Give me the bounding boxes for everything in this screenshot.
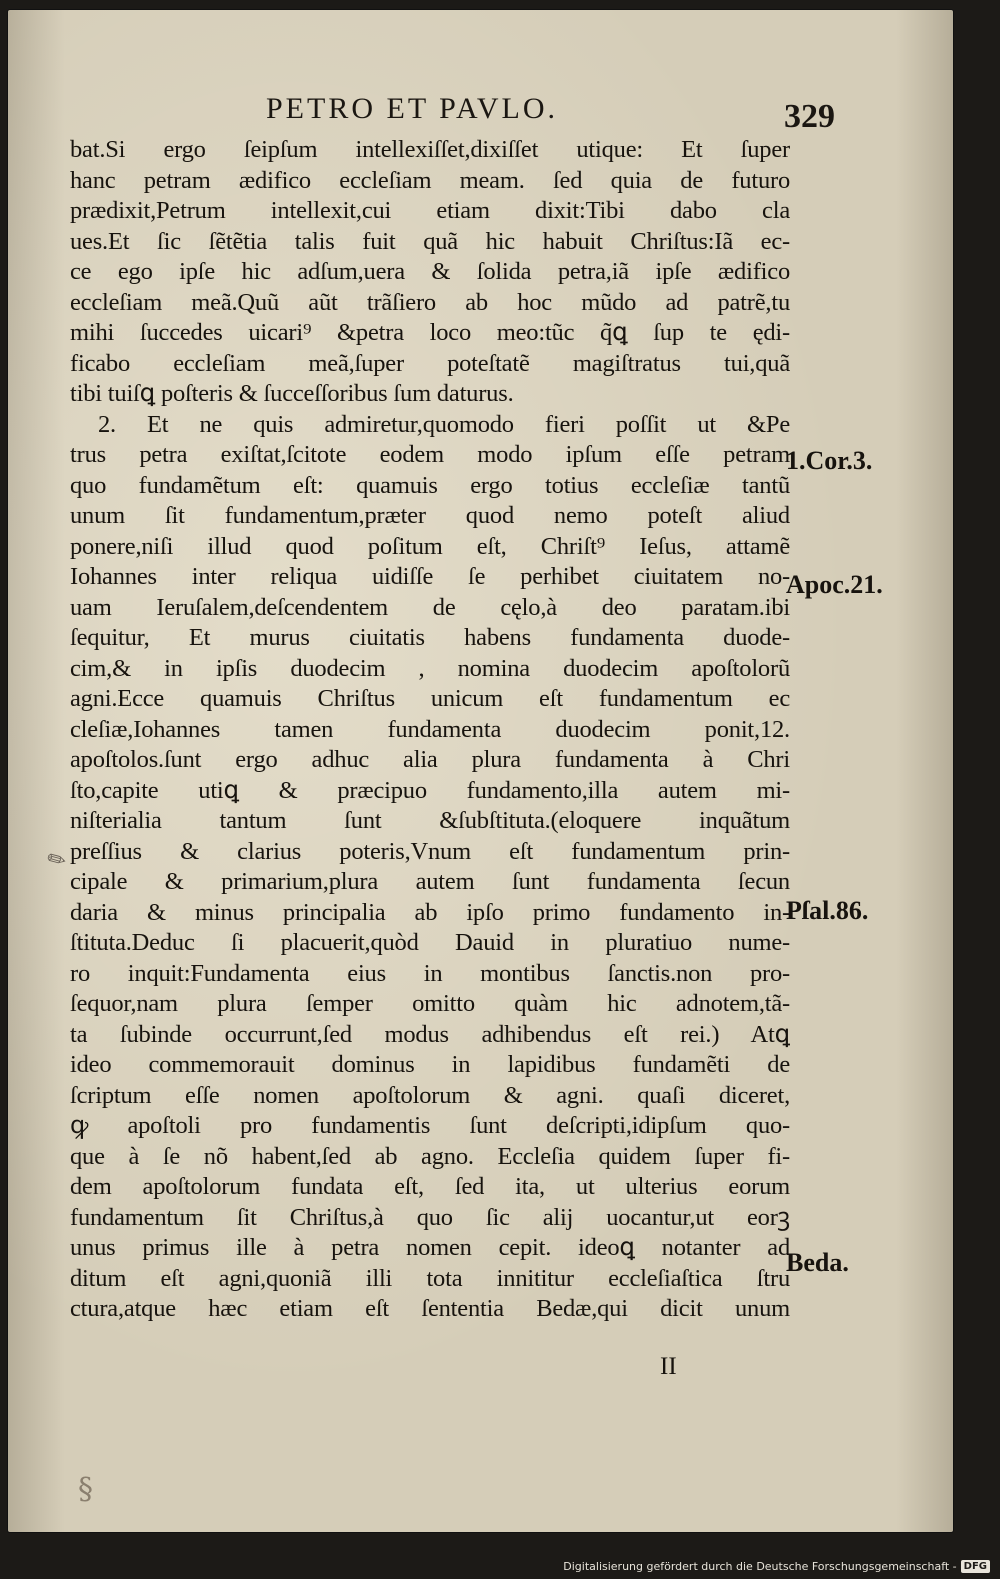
text-line: mihi ſuccedes uicari⁹ &petra loco meo:tũc q̃ꝗ ſup te ędi-: [70, 319, 790, 346]
text-line: ues.Et ſic ſẽtẽtia talis fuit quã hic habuit Chriſtus:Iã ec-: [70, 227, 790, 255]
text-line: ditum eſt agni,quoniã illi tota innititur eccleſiaſtica ſtru: [70, 1264, 790, 1292]
marginal-note-psal: Pſal.86.: [786, 896, 869, 925]
text-line: cleſiæ,Iohannes tamen fundamenta duodecim ponit,12.: [70, 715, 790, 743]
text-line: ro inquit:Fundamenta eius in montibus ſanctis.non pro-: [70, 959, 790, 987]
text-line: dem apoſtolorum fundata eſt, ſed ita, ut ulterius eorum: [70, 1173, 790, 1200]
body-text: [70, 135, 790, 1325]
text-line: preſſius & clarius poteris,Vnum eſt fundamentum prin-: [70, 837, 790, 865]
text-line: hanc petram ædifico eccleſiam meam. ſed quia de futuro: [70, 166, 790, 194]
text-line: unus primus ille à petra nomen cepit. ideoꝗ notanter ad: [70, 1234, 790, 1261]
text-line: ponere,niſi illud quod poſitum eſt, Chriſt⁹ Ieſus, attamẽ: [70, 532, 790, 560]
text-line: ſequitur, Et murus ciuitatis habens fundamenta duode-: [70, 624, 790, 651]
text-line: ficabo eccleſiam meã,ſuper poteſtatẽ magiſtratus tui,quã: [70, 349, 790, 377]
credit-text: Digitalisierung gefördert durch die Deutsche Forschungsgemeinschaft -: [563, 1560, 957, 1573]
text-line: ta ſubinde occurrunt,ſed modus adhibendus eſt rei.) Atꝗ: [70, 1020, 790, 1048]
catchword: II: [660, 1353, 677, 1380]
text-line: Iohannes inter reliqua uidiſſe ſe perhibet ciuitatem no-: [70, 563, 790, 590]
text-line: eccleſiam meã.Quũ aũt trãſiero ab hoc mũdo ad patrẽ,tu: [70, 288, 790, 316]
book-page: [8, 10, 953, 1532]
pen-mark-icon: ✎: [42, 845, 72, 876]
text-line: unum ſit fundamentum,præter quod nemo poteſt aliud: [70, 502, 790, 529]
text-line: ſequor,nam plura ſemper omitto quàm hic adnotem,tã-: [70, 990, 790, 1017]
text-line: ideo commemorauit dominus in lapidibus fundamẽti de: [70, 1051, 790, 1078]
text-line: ſtituta.Deduc ſi placuerit,quòd Dauid in pluratiuo nume-: [70, 929, 790, 956]
text-line: quo fundamẽtum eſt: quamuis ergo totius eccleſiæ tantũ: [70, 471, 790, 499]
text-line: ſto,capite utiꝗ & præcipuo fundamento,illa autem mi-: [70, 776, 790, 804]
text-line: niſterialia tantum ſunt &ſubſtituta.(eloquere inquãtum: [70, 807, 790, 834]
text-line: 2. Et ne quis admiretur,quomodo fieri poſſit ut &Pe: [98, 410, 790, 438]
text-line: apoſtolos.ſunt ergo adhuc alia plura fundamenta à Chri: [70, 746, 790, 773]
text-line: ſcriptum eſſe nomen apoſtolorum & agni. quaſi diceret,: [70, 1081, 790, 1109]
marginal-note-apoc: Apoc.21.: [786, 570, 883, 599]
page-number: 329: [784, 98, 835, 135]
text-line: ce ego ipſe hic adſum,uera & ſolida petra,iã ipſe ædifico: [70, 258, 790, 285]
text-line: fundamentum ſit Chriſtus,à quo ſic alij uocantur,ut eorꝫ: [70, 1203, 790, 1231]
digitization-credit: [563, 1560, 990, 1573]
text-line: que à ſe nõ habent,ſed ab agno. Eccleſia quidem ſuper fi-: [70, 1142, 790, 1170]
text-line: tibi tuiſꝗ poſteris & ſucceſſoribus ſum daturus.: [70, 380, 514, 407]
text-line: daria & minus principalia ab ipſo primo fundamento in-: [70, 898, 790, 926]
running-head: PETRO ET PAVLO.: [266, 92, 559, 125]
text-line: agni.Ecce quamuis Chriſtus unicum eſt fundamentum ec: [70, 685, 790, 712]
marginal-note-cor: 1.Cor.3.: [786, 446, 873, 475]
text-line: ctura,atque hæc etiam eſt ſententia Bedæ,qui dicit unum: [70, 1295, 790, 1322]
text-line: trus petra exiſtat,ſcitote eodem modo ipſum eſſe petram: [70, 441, 790, 468]
text-line: prædixit,Petrum intellexit,cui etiam dixit:Tibi dabo cla: [70, 197, 790, 224]
text-line: cim,& in ipſis duodecim , nomina duodecim apoſtolorũ: [70, 654, 790, 682]
marginal-note-beda: Beda.: [786, 1248, 849, 1277]
ink-blot-icon: §: [78, 1472, 93, 1507]
text-line: cipale & primarium,plura autem ſunt fundamenta ſecun: [70, 868, 790, 895]
text-line: ꝙ apoſtoli pro fundamentis ſunt deſcripti,idipſum quo-: [70, 1112, 790, 1139]
text-line: uam Ieruſalem,deſcendentem de cęlo,à deo paratam.ibi: [70, 593, 790, 621]
text-line: bat.Si ergo ſeipſum intellexiſſet,dixiſſet utique: Et ſuper: [70, 136, 790, 163]
dfg-logo: DFG: [961, 1560, 990, 1573]
